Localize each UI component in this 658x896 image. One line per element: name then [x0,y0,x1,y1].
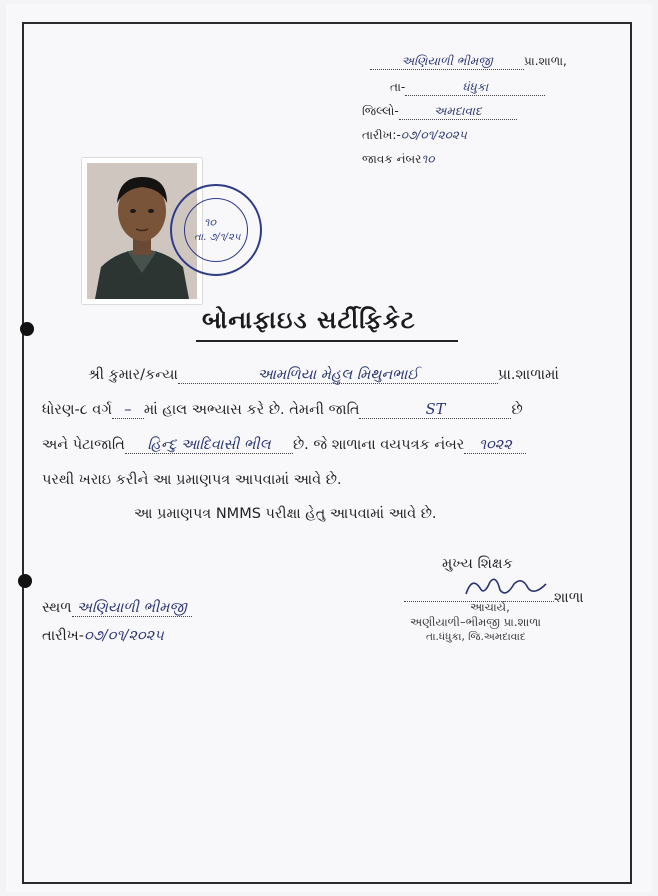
date-line [362,128,467,143]
date-hw: ૦૭/૦૧/૨૦૨૫ [400,128,467,142]
taluka-hw: ધંધુકા [405,80,545,96]
title-underline [196,340,458,342]
school-line [370,54,567,70]
certificate-sheet [6,4,652,892]
school-round-stamp [170,184,262,276]
subcaste-hw: હિન્દુ આદિવાસી ભીલ [125,437,293,454]
district-hw: અમદાવાદ [399,104,517,120]
stamp-number: ૧૦ [204,216,217,229]
body-line-3 [42,437,526,454]
outward-hw: ૧૦ [421,152,435,166]
principal-signature [462,572,550,602]
outward-label: જાવક નંબર [362,152,422,166]
place-label: સ્થળ [42,600,72,616]
body-line-5: આ પ્રમાણપત્ર NMMS પરીક્ષા હેતુ આપવામાં આવે છે. [134,506,437,522]
l3-prefix: અને પેટાજાતિ [42,437,125,453]
school-name-hw: અણિયાળી ભીમજી [370,54,524,70]
school-suffix: પ્રા.શાળા, [524,54,567,68]
place-hw: અણિયાળી ભીમજી [72,600,192,617]
body-line-2 [42,402,523,419]
head-teacher-label: મુખ્ય શિક્ષક [442,556,513,572]
seal-line-3: તા.ધંધુકા, જિ.અમદાવાદ [426,631,526,643]
outward-line [362,152,434,167]
district-label: જિલ્લો- [362,104,399,118]
certificate-title: બોનાફાઇડ સર્ટીફિકેટ [202,306,416,334]
register-number-hw: ૧૦૨૨ [464,437,526,454]
student-name-hw: આમળિયા મેહુલ મિથુનભાઈ [178,367,498,384]
punch-hole-top [20,322,34,336]
date-label: તારીખ:- [362,128,401,142]
l1-suffix: પ્રા.શાળામાં [497,367,559,383]
district-line [362,104,517,120]
taluka-label: તા- [390,80,406,94]
taluka-line [390,80,545,96]
footer-date-label: તારીખ- [42,628,84,644]
seal-line-1: આચાર્ય, [470,600,510,614]
seal-line-2: અણીયાળી–ભીમજી પ્રા.શાળા [410,615,542,629]
body-line-4: પરથી ખરાઇ કરીને આ પ્રમાણપત્ર આપવામાં આવે છે. [42,472,342,488]
punch-hole-bottom [18,574,32,588]
footer-date-hw: ૦૭/૦૧/૨૦૨૫ [83,628,164,644]
body-line-1 [88,367,559,384]
place-line [42,600,192,617]
footer-date-line [42,628,164,644]
l2-mid: માં હાલ અભ્યાસ કરે છે. તેમની જાતિ [143,402,360,418]
caste-hw: ST [359,402,511,419]
stamp-date: તા. ૭/૧/૨૫ [194,232,241,243]
l2-suffix: છે [511,402,523,418]
shala-label: શાળા [554,590,584,606]
division-hw: – [112,402,144,419]
stamp-inner-ring [184,198,248,262]
l3-mid: છે. જે શાળાના વયપત્રક નંબર [292,437,465,453]
l2-prefix: ધોરણ-૮ વર્ગ [42,402,112,418]
l1-prefix: શ્રી કુમાર/કન્યા [88,367,178,383]
